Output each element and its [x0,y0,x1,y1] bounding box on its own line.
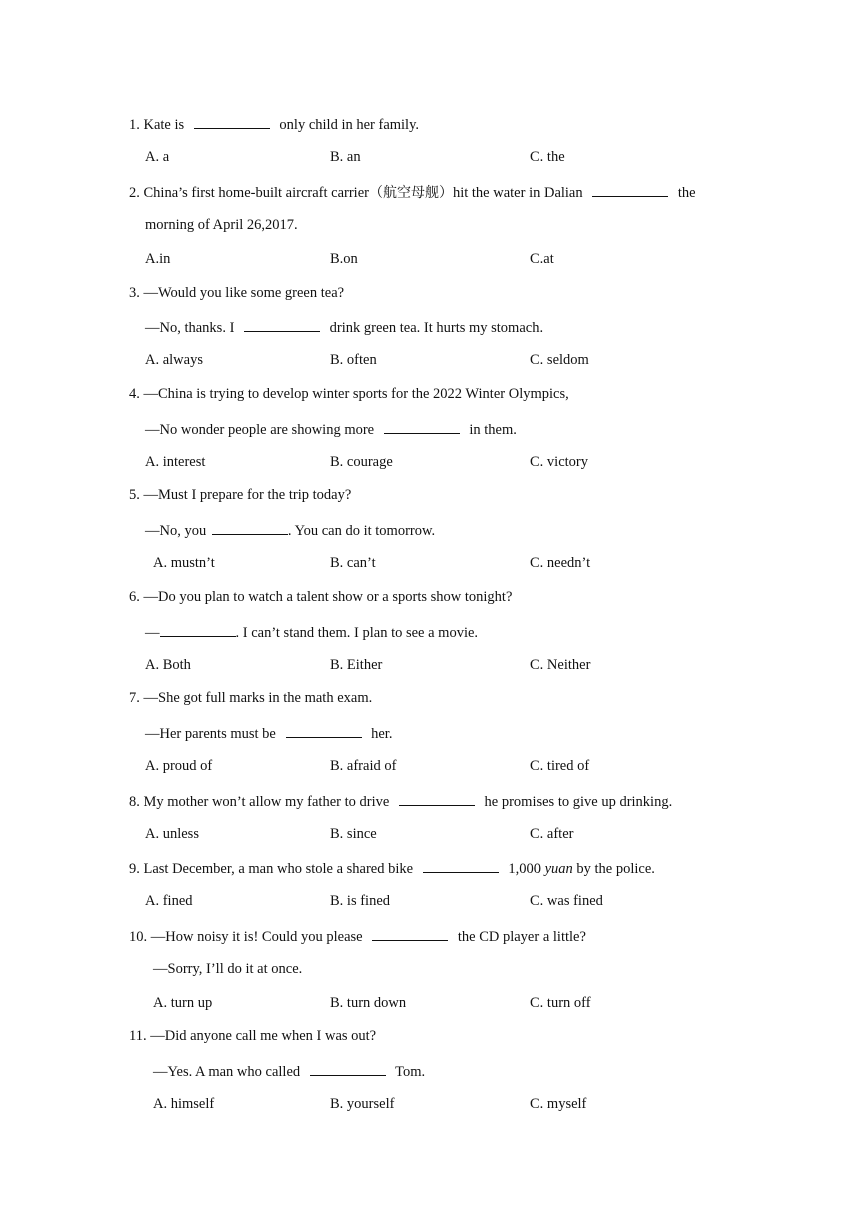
option-b: B. can’t [330,555,376,571]
chinese-gloss: （航空母舰） [368,185,453,201]
question-2-continuation: morning of April 26,2017. [145,217,298,233]
question-stem-part: —Do you plan to watch a talent show or a sports show tonight? [143,589,513,605]
question-stem-part: by the police. [572,861,655,877]
question-11-reply [153,1061,425,1081]
question-stem-part: the [674,185,696,201]
question-3-reply [145,317,543,337]
option-a: A. turn up [153,995,213,1011]
option-a: A. always [145,352,203,368]
question-3-text [129,284,344,302]
question-number: 2. [129,185,144,201]
question-stem-part: ―No, you [145,523,210,539]
option-b: B.on [330,251,358,267]
answer-blank [372,926,448,941]
question-number: 7. [129,690,144,706]
question-stem-part: —Her parents must be [145,726,280,742]
question-4-reply [145,419,517,439]
question-stem-part: her. [367,726,393,742]
question-number: 8. [129,794,144,810]
question-stem-part: Kate is [143,117,188,133]
question-number: 6. [129,589,144,605]
option-c: C. turn off [530,995,591,1011]
option-c: C. was fined [530,893,603,909]
option-a: A. himself [153,1096,215,1112]
question-6-reply [145,622,478,642]
option-c: C.at [530,251,554,267]
option-b: B. since [330,826,377,842]
question-stem-part: —Yes. A man who called [153,1064,304,1080]
answer-blank [399,791,475,806]
answer-blank [592,182,668,197]
answer-blank [384,419,460,434]
question-stem-part: — [145,625,160,641]
question-number: 10. [129,929,151,945]
question-8-text [129,791,672,811]
answer-blank [212,520,288,535]
question-stem-part: Tom. [391,1064,426,1080]
question-stem-part: hit the water in Dalian [452,185,587,201]
question-stem-part: —No wonder people are showing more [145,422,378,438]
option-b: B. turn down [330,995,407,1011]
option-b: B. courage [330,454,393,470]
answer-blank [423,858,499,873]
question-5-reply [145,520,435,540]
option-a: A. a [145,149,170,165]
option-b: B. an [330,149,361,165]
question-7-text [129,689,372,707]
option-a: A.in [145,251,171,267]
question-stem-part: My mother won’t allow my father to drive [143,794,393,810]
option-c: C. tired of [530,758,590,774]
question-stem-part: —Must I prepare for the trip today? [143,487,352,503]
question-number: 1. [129,117,144,133]
option-b: B. Either [330,657,383,673]
answer-blank [194,114,270,129]
option-c: C. myself [530,1096,587,1112]
question-10-text [129,926,586,946]
question-stem-part: the CD player a little? [454,929,586,945]
question-stem-part: . You can do it tomorrow. [287,523,436,539]
option-a: A. proud of [145,758,213,774]
question-stem-part: —China is trying to develop winter sports for the 2022 Winter Olympics, [143,386,569,402]
question-stem-part: —How noisy it is! Could you please [150,929,367,945]
option-b: B. afraid of [330,758,397,774]
option-c: C. victory [530,454,588,470]
option-b: B. yourself [330,1096,395,1112]
question-4-text [129,385,569,403]
question-stem-part: drink green tea. It hurts my stomach. [326,320,544,336]
option-c: C. after [530,826,574,842]
option-b: B. is fined [330,893,391,909]
question-9-text [129,858,655,878]
question-number: 4. [129,386,144,402]
option-c: C. the [530,149,565,165]
answer-blank [286,723,362,738]
answer-blank [160,622,236,637]
answer-blank [244,317,320,332]
question-stem-part: 1,000 [504,861,545,877]
question-stem-part: only child in her family. [275,117,420,133]
question-stem-part: —No, thanks. I [145,320,239,336]
question-11-text [129,1027,376,1045]
question-stem-part: he promises to give up drinking. [480,794,673,810]
question-stem-part: in them. [465,422,517,438]
option-a: A. Both [145,657,191,673]
question-6-text [129,588,512,606]
option-a: A. unless [145,826,199,842]
option-c: C. Neither [530,657,591,673]
question-2-text [129,182,696,202]
question-number: 11. [129,1028,151,1044]
question-stem-part: China’s first home-built aircraft carrier [143,185,369,201]
italic-word: yuan [544,861,573,877]
question-stem-part: —Did anyone call me when I was out? [150,1028,377,1044]
question-number: 5. [129,487,144,503]
question-5-text [129,486,351,504]
question-7-reply [145,723,392,743]
option-a: A. fined [145,893,193,909]
question-number: 3. [129,285,144,301]
question-10-reply: —Sorry, I’ll do it at once. [153,961,303,977]
question-stem-part: . I can’t stand them. I plan to see a movie. [235,625,479,641]
question-number: 9. [129,861,144,877]
option-a: A. interest [145,454,206,470]
option-a: A. mustn’t [153,555,215,571]
question-stem-part: Last December, a man who stole a shared bike [143,861,417,877]
question-stem-part: —Would you like some green tea? [143,285,345,301]
question-1-text [129,114,419,134]
option-b: B. often [330,352,377,368]
answer-blank [310,1061,386,1076]
option-c: C. needn’t [530,555,591,571]
question-stem-part: —She got full marks in the math exam. [143,690,373,706]
option-c: C. seldom [530,352,589,368]
